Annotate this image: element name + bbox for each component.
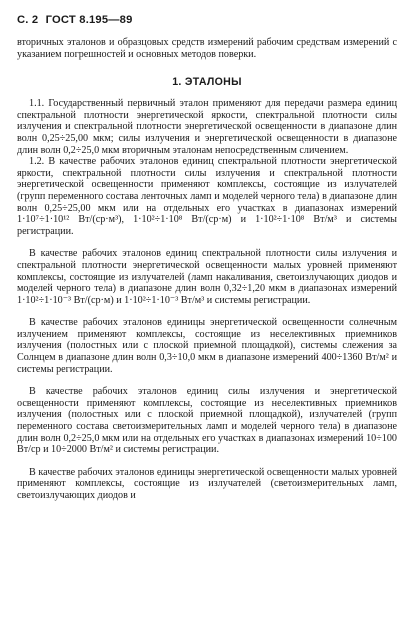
body-text	[17, 37, 397, 502]
paragraph-low-level-irradiance: В качестве рабочих эталонов единицы энергетической освещенности малых уровней применяют комплексы, состоящие из излучателей (светоизмерительных ламп, светоизлучающих диодов и	[17, 466, 397, 501]
running-header	[17, 14, 397, 27]
page-number: С. 2	[17, 14, 39, 26]
paragraph-low-level-standards: В качестве рабочих эталонов единиц спектральной плотности силы излучения и спектральной плотности энергетической освещенности малых уровней применяют комплексы, состоящие из излучателей (ламп накаливания, светоизлучающих диодов и моделей черного тела) в диапазоне длин волн 0,32÷1,20 мкм в диапазонах измерений 1·10²÷1·10⁻³ Вт/(ср·м) и 1·10²÷1·10⁻³ Вт/м³ и системы регистрации.	[17, 248, 397, 306]
paragraph-1-2: 1.2. В качестве рабочих эталонов единиц спектральной плотности энергетической яркости, спектральной плотности силы излучения и спектральной плотности энергетической освещенности применяют комплексы, состоящие из излучателей (групп переменного состава ленточных ламп и моделей черного тела) в диапазоне длин волн 0,25÷25,00 мкм или на отдельных его участках в диапазонах измерений 1·10⁷÷1·10¹² Вт/(ср·м³), 1·10²÷1·10⁸ Вт/(ср·м) и 1·10²÷1·10⁸ Вт/м³ и системы регистрации.	[17, 156, 397, 237]
section-title: 1. ЭТАЛОНЫ	[172, 76, 242, 89]
standard-designation: ГОСТ 8.195—89	[45, 14, 133, 26]
paragraph-1-1: 1.1. Государственный первичный эталон применяют для передачи размера единиц спектральной плотности энергетической яркости, спектральной плотности силы излучения и спектральной плотности энергетической освещенности в диапазоне длин волн 0,25÷25,00 мкм; силы излучения и энергетической освещенности в диапазоне длин волн 0,2÷25,0 мкм вторичным эталонам непосредственным сличением.	[17, 98, 397, 156]
paragraph-radiant-intensity: В качестве рабочих эталонов единиц силы излучения и энергетической освещенности применяют комплексы, состоящие из неселективных приемников излучения (полостных или с плоской приемной площадкой), излучателей (групп переменного состава светоизмерительных ламп и моделей черного тела) в диапазоне длин волн 0,2÷25,0 мкм или на отдельных его участках в диапазонах измерений 10÷100 Вт/ср и 10÷2000 Вт/м² и системы регистрации.	[17, 386, 397, 456]
paragraph-solar-irradiance: В качестве рабочих эталонов единицы энергетической освещенности солнечным излучением применяют комплексы, состоящие из неселективных приемников излучения (полостных или с плоской приемной площадкой), системы слежения за Солнцем в диапазоне длин волн 0,3÷10,0 мкм в диапазоне измерений 400÷1360 Вт/м² и системы регистрации.	[17, 317, 397, 375]
intro-paragraph: вторичных эталонов и образцовых средств измерений рабочим средствам измерений с указанием погрешностей и основных методов поверки.	[17, 37, 397, 60]
